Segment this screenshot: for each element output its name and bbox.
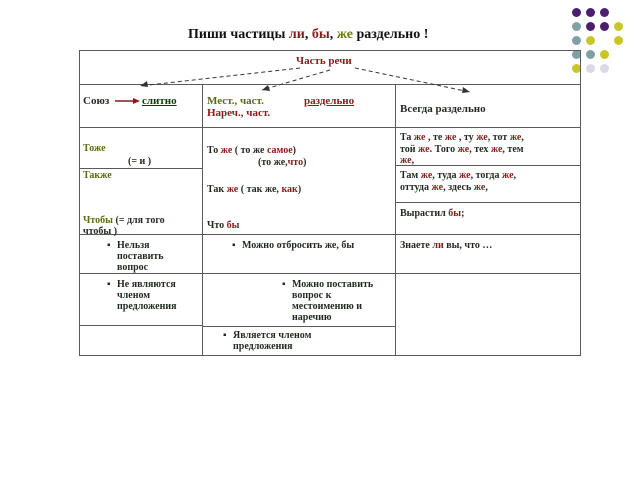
always-row1-line3 <box>400 155 414 166</box>
title-zhe: же <box>336 27 353 42</box>
vyrastil-by-example <box>400 208 464 219</box>
bullet: ▪ <box>223 330 227 341</box>
chtoby-word: Чтобы <box>83 215 113 226</box>
text: вопрос к <box>292 290 332 301</box>
always-row1-line1 <box>400 132 524 143</box>
particle: ли <box>432 240 444 251</box>
text: местоимению и <box>292 301 363 312</box>
list-item <box>107 279 177 312</box>
text: Можно поставить <box>292 279 374 290</box>
title-text-end: раздельно ! <box>352 27 429 42</box>
text: , тех <box>469 144 491 155</box>
text: , <box>411 155 415 166</box>
tak-zhe-example <box>207 184 301 195</box>
list-item <box>282 279 374 323</box>
to-zhe-what-example <box>258 157 306 168</box>
list-item <box>107 240 164 273</box>
always-row2-line1 <box>400 170 516 181</box>
text: предложения <box>233 341 293 352</box>
pronoun-particle-label: Мест., част. <box>207 95 264 107</box>
text: , тогда <box>470 170 502 181</box>
particle: же <box>457 144 470 155</box>
text: , <box>485 182 488 193</box>
particle: же <box>226 184 239 195</box>
to-zhe-example <box>207 145 296 156</box>
text: предложения <box>117 301 177 312</box>
text: вы, что … <box>443 240 493 251</box>
title-li: ли <box>288 27 305 42</box>
text: , здесь <box>443 182 474 193</box>
text: , ту <box>456 132 477 143</box>
text: той <box>400 144 419 155</box>
text: как <box>281 184 298 195</box>
text: поставить <box>117 251 164 262</box>
title-sep: , <box>329 27 337 42</box>
bullet: ▪ <box>282 279 286 290</box>
adverb-particle-label: Нареч., част. <box>207 107 271 119</box>
particle: же <box>509 132 522 143</box>
chtoby-line1 <box>83 215 165 226</box>
text: ) <box>297 184 302 195</box>
znaete-li-example <box>400 240 492 251</box>
list-item <box>223 330 312 352</box>
particle: же <box>220 145 233 156</box>
particle: бы <box>226 220 240 231</box>
text: Та <box>400 132 414 143</box>
text: ( то же <box>232 145 267 156</box>
particle: же <box>459 170 471 181</box>
text: ) <box>292 145 296 156</box>
title-sep: , <box>304 27 312 42</box>
text: Знаете <box>400 240 433 251</box>
bullet: ▪ <box>107 240 111 251</box>
particle: же <box>444 132 457 143</box>
particle: же <box>473 182 486 193</box>
text: самое <box>266 145 293 156</box>
particle: же <box>420 170 433 181</box>
always-row2-line2 <box>400 182 488 193</box>
text: Вырастил <box>400 208 449 219</box>
particle: бы <box>448 208 462 219</box>
text: Является членом <box>233 330 312 341</box>
text: оттуда <box>400 182 432 193</box>
takzhe-word: Также <box>83 170 112 181</box>
text: ; <box>461 208 465 219</box>
text: членом <box>117 290 151 301</box>
text: что <box>287 157 304 168</box>
text: , <box>513 170 517 181</box>
text: , тот <box>487 132 510 143</box>
text: ( так же, <box>238 184 282 195</box>
part-of-speech-header: Часть речи <box>296 55 352 67</box>
always-row1-line2 <box>400 144 524 155</box>
particle: же <box>490 144 503 155</box>
particle: же <box>431 182 444 193</box>
bullet: ▪ <box>107 279 111 290</box>
bullet: ▪ <box>232 240 236 251</box>
particle: же <box>400 155 412 166</box>
text: Там <box>400 170 421 181</box>
text: наречию <box>292 312 332 323</box>
title-text: Пиши частицы <box>188 27 289 42</box>
union-label: Союз <box>83 95 110 107</box>
text: (= для того <box>112 215 165 226</box>
text: вопрос <box>117 262 149 273</box>
text: То <box>207 145 221 156</box>
text: Так <box>207 184 227 195</box>
text: Можно отбросить же, бы <box>242 240 355 251</box>
together-label: слитно <box>142 95 177 107</box>
particle: же <box>413 132 426 143</box>
particle: же <box>418 144 430 155</box>
list-item <box>232 240 355 251</box>
particle: же <box>476 132 488 143</box>
chto-by-example <box>207 220 239 231</box>
separately-label: раздельно <box>304 95 355 107</box>
text: , туда <box>432 170 460 181</box>
text: Что <box>207 220 227 231</box>
text: , те <box>425 132 445 143</box>
chtoby-line2: чтобы ) <box>83 226 118 237</box>
always-separately-label: Всегда раздельно <box>400 103 486 115</box>
text: Нельзя <box>117 240 150 251</box>
text: , тем <box>502 144 524 155</box>
tozhe-meaning: (= и ) <box>128 156 152 167</box>
text: , <box>521 132 524 143</box>
text: ) <box>303 157 307 168</box>
tozhe-word: Тоже <box>83 143 106 154</box>
text: (то же, <box>258 157 288 168</box>
text: . Того <box>429 144 458 155</box>
title-by: бы <box>311 27 330 42</box>
text: Не являются <box>117 279 176 290</box>
particle: же <box>501 170 514 181</box>
